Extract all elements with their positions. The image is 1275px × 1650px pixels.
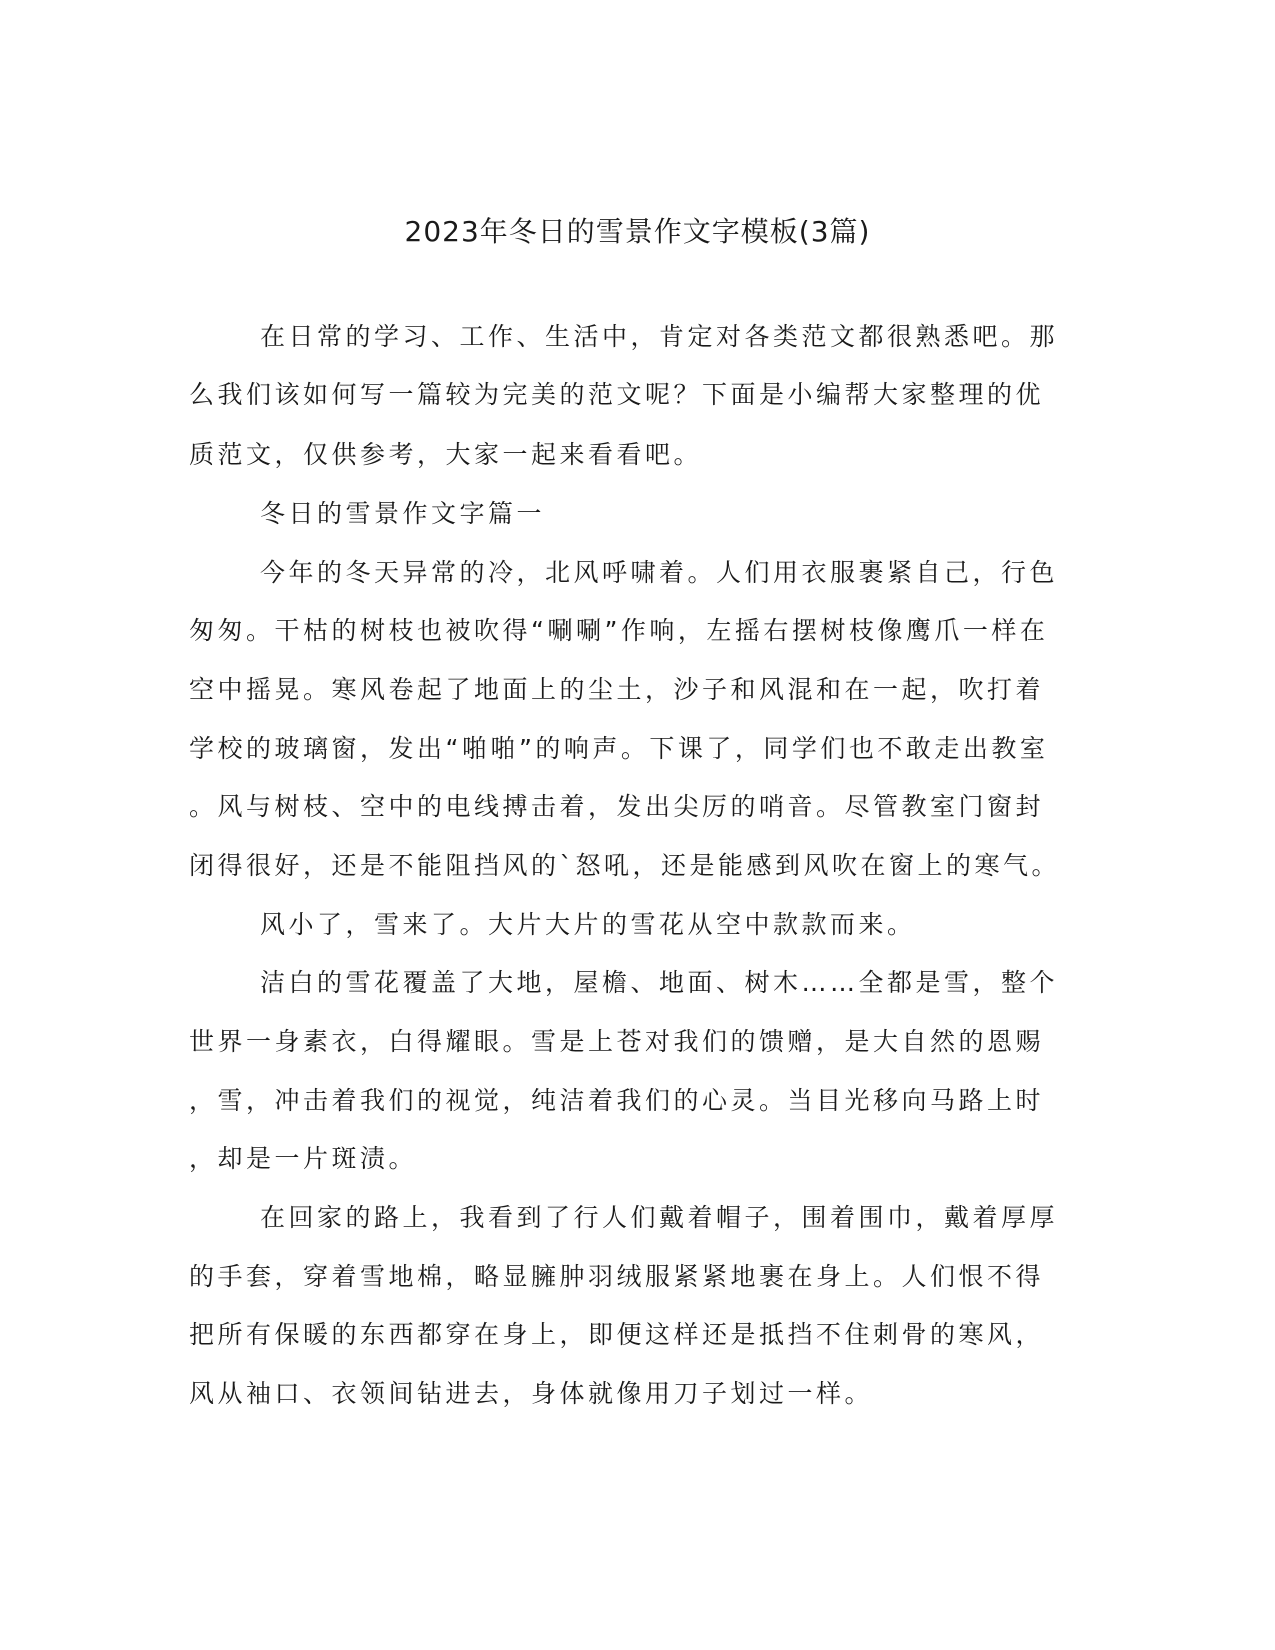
paragraph-4-line-1: 在回家的路上，我看到了行人们戴着帽子，围着围巾，戴着厚厚	[260, 1203, 1059, 1232]
paragraph-1-line-3: 空中摇晃。寒风卷起了地面上的尘土，沙子和风混和在一起，吹打着	[189, 675, 1045, 704]
document-title: 2023年冬日的雪景作文字模板(3篇)	[404, 215, 871, 248]
paragraph-1-line-4: 学校的玻璃窗，发出“啪啪”的响声。下课了，同学们也不敢走出教室	[189, 734, 1049, 763]
paragraph-intro-line-1: 在日常的学习、工作、生活中，肯定对各类范文都很熟悉吧。那	[260, 322, 1059, 351]
paragraph-3-line-2: 世界一身素衣，白得耀眼。雪是上苍对我们的馈赠，是大自然的恩赐	[189, 1027, 1045, 1056]
section-heading: 冬日的雪景作文字篇一	[260, 499, 546, 528]
paragraph-1-line-6: 闭得很好，还是不能阻挡风的`怒吼，还是能感到风吹在窗上的寒气。	[189, 851, 1061, 880]
paragraph-intro-line-2: 么我们该如何写一篇较为完美的范文呢？下面是小编帮大家整理的优	[189, 380, 1045, 409]
paragraph-4-line-4: 风从袖口、衣领间钻进去，身体就像用刀子划过一样。	[189, 1379, 874, 1408]
paragraph-3-line-3: ，雪，冲击着我们的视觉，纯洁着我们的心灵。当目光移向马路上时	[189, 1086, 1045, 1115]
paragraph-3-line-1: 洁白的雪花覆盖了大地，屋檐、地面、树木……全都是雪，整个	[260, 968, 1059, 997]
paragraph-4-line-3: 把所有保暖的东西都穿在身上，即便这样还是抵挡不住刺骨的寒风，	[189, 1320, 1045, 1349]
paragraph-3-line-4: ，却是一片斑渍。	[189, 1144, 418, 1173]
paragraph-1-line-2: 匆匆。干枯的树枝也被吹得“唰唰”作响，左摇右摆树枝像鹰爪一样在	[189, 616, 1049, 645]
paragraph-4-line-2: 的手套，穿着雪地棉，略显臃肿羽绒服紧紧地裹在身上。人们恨不得	[189, 1262, 1045, 1291]
paragraph-intro-line-3: 质范文，仅供参考，大家一起来看看吧。	[189, 440, 703, 469]
paragraph-2-line-1: 风小了，雪来了。大片大片的雪花从空中款款而来。	[260, 910, 916, 939]
paragraph-1-line-5: 。风与树枝、空中的电线搏击着，发出尖厉的哨音。尽管教室门窗封	[189, 792, 1045, 821]
paragraph-1-line-1: 今年的冬天异常的冷，北风呼啸着。人们用衣服裹紧自己，行色	[260, 558, 1059, 587]
